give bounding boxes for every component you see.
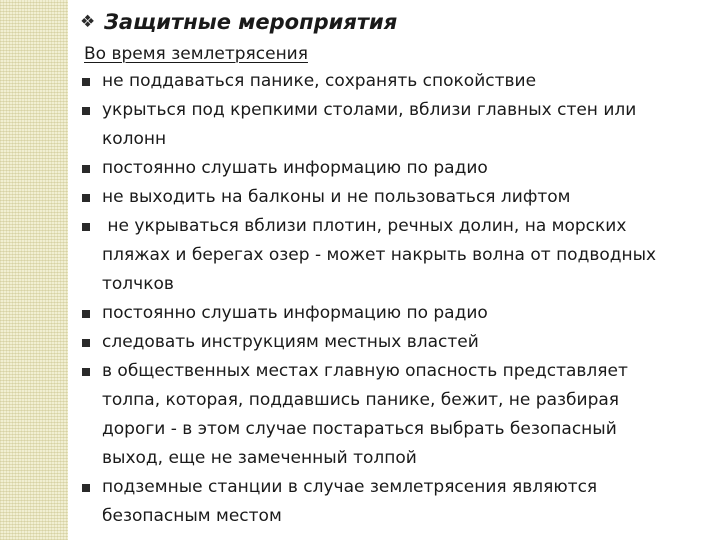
list-item	[80, 328, 716, 357]
square-bullet-icon	[82, 339, 90, 347]
square-bullet-icon	[82, 78, 90, 86]
list-item	[80, 357, 716, 473]
list-item-line: подземные станции в случае землетрясения являются	[102, 477, 598, 497]
square-bullet-icon	[82, 368, 90, 376]
decorative-sidebar-stripe	[0, 0, 68, 540]
square-bullet-icon	[82, 484, 90, 492]
list-item-line: следовать инструкциям местных властей	[102, 332, 479, 352]
list-item-line: постоянно слушать информацию по радио	[102, 158, 488, 178]
slide-content	[80, 6, 716, 531]
list-item-line: постоянно слушать информацию по радио	[102, 303, 488, 323]
list-item	[80, 473, 716, 531]
list-item-line: не поддаваться панике, сохранять спокойствие	[102, 71, 537, 91]
list-item	[80, 183, 716, 212]
slide-title	[80, 6, 716, 38]
square-bullet-icon	[82, 107, 90, 115]
list-item	[80, 212, 716, 299]
list-item-line: выход, еще не замеченный толпой	[102, 448, 417, 468]
subheading: Во время землетрясения	[84, 44, 308, 64]
list-item-line: толчков	[102, 274, 174, 294]
list-item-line: укрыться под крепкими столами, вблизи главных стен или	[102, 100, 637, 120]
list-item-line: дороги - в этом случае постараться выбрать безопасный	[102, 419, 617, 439]
list-item	[80, 96, 716, 154]
list-item	[80, 154, 716, 183]
list-item-line: безопасным местом	[102, 506, 282, 526]
list-item	[80, 67, 716, 96]
slide-title-text: Защитные мероприятия	[104, 10, 398, 34]
square-bullet-icon	[82, 194, 90, 202]
square-bullet-icon	[82, 310, 90, 318]
list-item	[80, 299, 716, 328]
list-item-line: пляжах и берегах озер - может накрыть волна от подводных	[102, 245, 657, 265]
list-item-line: не выходить на балконы и не пользоваться лифтом	[102, 187, 571, 207]
list-item-line: колонн	[102, 129, 167, 149]
list-item-line: толпа, которая, поддавшись панике, бежит, не разбирая	[102, 390, 619, 410]
square-bullet-icon	[82, 165, 90, 173]
list-item-line: в общественных местах главную опасность представляет	[102, 361, 628, 381]
list-item-line: не укрываться вблизи плотин, речных долин, на морских	[102, 216, 627, 236]
diamond-bullet-icon: ❖	[80, 12, 96, 32]
bullet-list	[80, 67, 716, 531]
square-bullet-icon	[82, 223, 90, 231]
